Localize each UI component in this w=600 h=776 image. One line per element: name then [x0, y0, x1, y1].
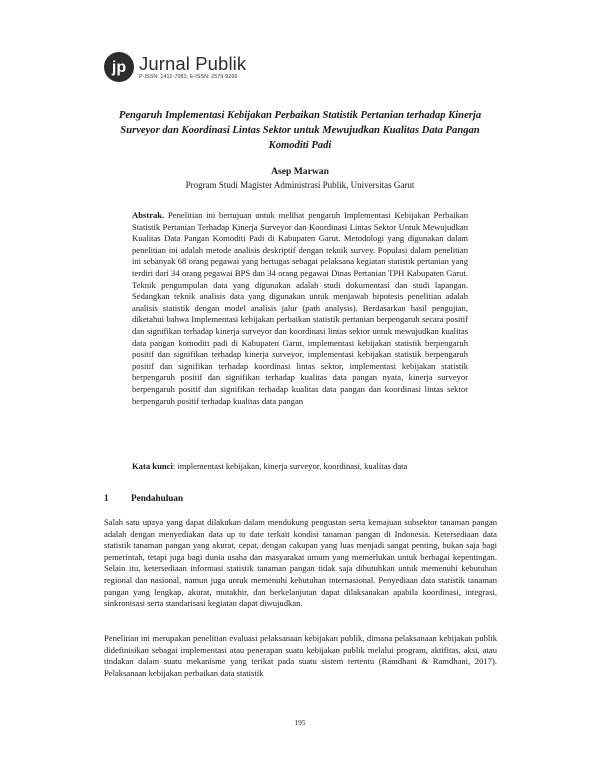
abstract-label: Abstrak. [132, 210, 165, 220]
abstract-text: Penelitian ini bertujuan untuk melihat pengaruh Implementasi Kebijakan Perbaikan Statistik Pertanian Terhadap Kinerja Surveyor dan Koordinasi Lintas Sektor Untuk Mewujudkan Kualitas Data Pangan Komoditi Padi di Kabupaten Garut. Metodologi yang digunakan dalam penelitian ini adalah metode analisis deskriptif dengan teknik survey. Populasi dalam penelitian ini sebanyak 68 orang pegawai yang bertugas sebagai pelaksana kegiatan statistik pertanian yang terdiri dari 34 orang pegawai BPS dan 34 orang pegawai Dinas Pertanian TPH Kabupaten Garut. Teknik pengumpulan data yang digunakan adalah studi dokumentasi dan studi lapangan. Sedangkan teknik analisis data yang digunakan untuk menjawab hipotesis penelitian adalah analisis statistik dengan model analisis jalur (path analysis). Berdasarkan hasil pengujian, diketahui bahwa Implementasi kebijakan perbaikan statistik pertanian berpengaruh secara positif dan signifikan terhadap kinerja surveyor dan koordinasi lintas sektor untuk mewujudkan kualitas data pangan komoditi padi di Kabupaten Garut, implementasi kebijakan statistik berpengaruh positif dan signifikan terhadap kinerja surveyor, implementasi kebijakan statistik berpengaruh positif dan signifikan terhadap koordinasi lintas sektor, implementasi kebijakan statistik berpengaruh positif dan signifikan terhadap kualitas data pangan nyata, kinerja surveyor berpengaruh positif dan signifikan terhadap kualitas data pangan dan koordinasi lintas sektor berpengaruh positif terhadap kualitas data pangan [132, 210, 468, 406]
section-number: 1 [104, 493, 109, 503]
section-heading [104, 493, 183, 503]
abstract [132, 210, 468, 407]
section-title: Pendahuluan [131, 493, 184, 503]
article-title: Pengaruh Implementasi Kebijakan Perbaikan Statistik Pertanian terhadap Kinerja Surveyor dan Koordinasi Lintas Sektor untuk Mewujudkan Kualitas Data Pangan Komoditi Padi [118, 110, 482, 151]
keywords-label: Kata kunci [132, 461, 173, 471]
journal-issn: P-ISSN: 1412-7083; E-ISSN: 2579-9266 [139, 73, 238, 80]
body-paragraph: Penelitian ini merupakan penelitian evaluasi pelaksanaan kebijakan publik, dimana pelaksanaan kebijakan publik didefinisikan sebagai implementasi atau penerapan suatu kebijakan publik melalui program, aktifitas, aksi, atau tindakan dalam suatu mekanisme yang terikat pada suatu sistem tertentu (Ramdhani & Ramdhani, 2017). Pelaksanaan kebijakan perbaikan data statistik [104, 633, 497, 678]
page-number: 195 [294, 718, 306, 727]
author-affiliation: Program Studi Magister Administrasi Publik, Universitas Garut [185, 180, 415, 190]
author-name: Asep Marwan [271, 166, 329, 177]
body-paragraph: Salah satu upaya yang dapat dilakukan dalam mendukung pengustan serta kemajuan subsektor tanaman pangan adalah dengan menyediakan data up to date terkait kondisi tanaman pangan di Indonesia. Ketersediaan data statistik tanaman pangan yang akurat, cepat, dengan cakupan yang luas menjadi sangat penting, bukan saja bagi pemerintah, tetapi juga bagi dunia usaha dan masyarakat umum yang memerlukan untuk berbagai kepentingan. Selain itu, ketersediaan informasi statistik tanaman pangan tidak saja dibutuhkan untuk memenuhi kebutuhan regional dan nasional, namun juga untuk memenuhi kebutuhan internasional. Penyediaan data statistik tanaman pangan yang lengkap, akurat, mutakhir, dan berkelanjutan dapat dilaksanakan apabila koordinasi, integrasi, sinkronisasi serta standarisasi kegiatan dapat diwujudkan. [104, 517, 497, 609]
logo-text [139, 54, 246, 81]
logo-letters: jp [111, 59, 127, 76]
keywords-text: : implementasi kebijakan, kinerja surveyor, koordinasi, kualitas data [172, 461, 408, 471]
journal-name: Jurnal Publik [139, 52, 247, 74]
journal-logo [104, 52, 246, 82]
jp-logo-icon [104, 52, 134, 82]
keywords [132, 461, 468, 473]
